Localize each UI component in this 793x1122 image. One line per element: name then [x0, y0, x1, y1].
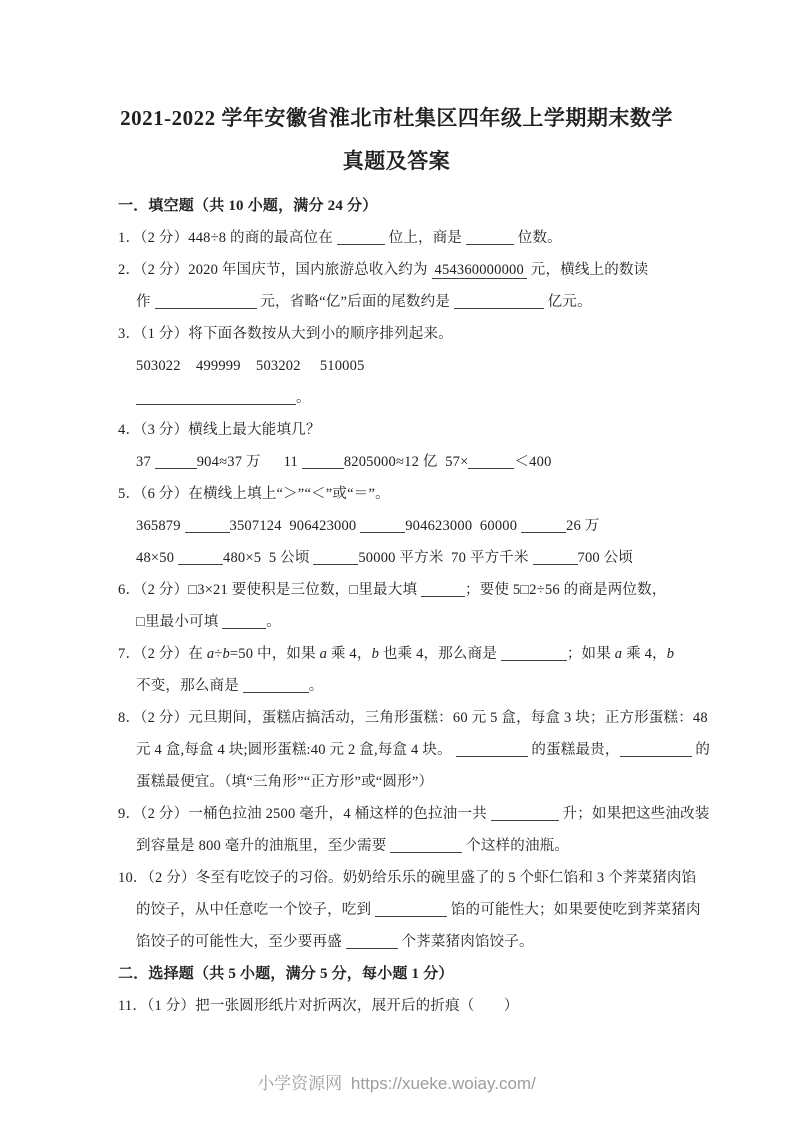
fill-in-blank — [375, 902, 447, 917]
text-run: 3．（1 分）将下面各数按从大到小的顺序排列起来。 — [118, 326, 453, 342]
text-run: 不变，那么商是 — [136, 678, 243, 694]
question-1 — [118, 222, 763, 254]
text-run: 37 — [136, 454, 155, 470]
text-run: 904≈37 万 11 — [196, 454, 302, 470]
fill-in-blank — [302, 454, 344, 469]
text-run: 。 — [266, 614, 281, 630]
text-run: 4．（3 分）横线上最大能填几？ — [118, 422, 321, 438]
question-2-line-1 — [118, 254, 763, 286]
fill-in-blank — [501, 646, 567, 661]
text-run: 3507124 906423000 — [229, 518, 361, 534]
question-3-line-1 — [118, 318, 763, 350]
text-run: 二．选择题（共 5 小题，满分 5 分，每小题 1 分） — [118, 966, 454, 982]
fill-in-blank — [222, 614, 266, 629]
question-9-line-2 — [118, 830, 763, 862]
question-4-line-1 — [118, 414, 763, 446]
footer-site-name: 小学资源网 — [257, 1074, 343, 1093]
text-run: b — [222, 646, 230, 662]
text-run: 一．填空题（共 10 小题，满分 24 分） — [118, 198, 378, 214]
question-10-line-1 — [118, 862, 763, 894]
text-run: a — [206, 646, 215, 662]
text-run: 乘 4， — [622, 646, 667, 662]
text-run: 元 4 盒,每盒 4 块;圆形蛋糕:40 元 2 盒,每盒 4 块。 — [136, 742, 456, 758]
text-run: 蛋糕最便宜。（填“三角形”“正方形”或“圆形”） — [136, 774, 434, 790]
fill-in-blank — [521, 518, 566, 533]
text-run: 480×5 5 公顷 — [223, 550, 314, 566]
text-run: 503022 499999 503202 510005 — [136, 358, 365, 374]
document-body — [118, 183, 763, 1022]
text-run: a — [614, 646, 623, 662]
question-3-answer-line — [118, 382, 763, 414]
question-11-line-1 — [118, 990, 763, 1022]
text-run: ；如果 — [566, 646, 615, 662]
text-run: 1．（2 分）448÷8 的商的最高位在 — [118, 230, 337, 246]
text-run: 元，横线上的数读 — [526, 262, 649, 278]
question-8-line-1 — [118, 702, 763, 734]
text-run: 升；如果把这些油改装 — [558, 806, 710, 822]
fill-in-blank — [155, 454, 197, 469]
text-run: 元，省略“亿”后面的尾数约是 — [256, 294, 454, 310]
question-10-line-3 — [118, 926, 763, 958]
page-footer — [0, 1069, 793, 1094]
text-run: 。 — [308, 678, 324, 694]
text-run: =50 中，如果 — [229, 646, 320, 662]
question-2-line-2 — [118, 286, 763, 318]
fill-in-blank — [533, 550, 578, 565]
text-run: 700 公顷 — [577, 550, 634, 566]
section-1-heading — [118, 190, 763, 222]
question-9-line-1 — [118, 798, 763, 830]
text-run: 904623000 60000 — [405, 518, 521, 534]
fill-in-blank — [620, 742, 692, 757]
question-3-numbers — [118, 350, 763, 382]
text-run: a — [319, 646, 328, 662]
text-run: 到容量是 800 毫升的油瓶里，至少需要 — [136, 838, 391, 854]
text-run: □里最小可填 — [136, 614, 223, 630]
fill-in-blank — [456, 742, 528, 757]
fill-in-blank — [390, 838, 462, 853]
fill-in-blank — [136, 390, 296, 405]
text-run: 位上，商是 — [384, 230, 466, 246]
text-run: 2．（2 分）2020 年国庆节，国内旅游总收入约为 — [118, 262, 432, 278]
section-2-heading — [118, 958, 763, 990]
fill-in-blank — [313, 550, 358, 565]
question-10-line-2 — [118, 894, 763, 926]
text-run: b — [666, 646, 675, 662]
question-8-line-2 — [118, 734, 763, 766]
fill-in-blank — [155, 294, 257, 309]
question-5-row-1 — [118, 510, 763, 542]
text-run: 8．（2 分）元旦期间，蛋糕店搞活动，三角形蛋糕：60 元 5 盒，每盒 3 块；正方形蛋糕：48 — [118, 710, 708, 726]
text-run: 。 — [296, 390, 311, 406]
fill-in-blank — [421, 582, 465, 597]
text-run: 个这样的油瓶。 — [462, 838, 570, 854]
text-run: 作 — [136, 294, 155, 310]
fill-in-blank — [337, 230, 385, 245]
question-7-line-2 — [118, 670, 763, 702]
fill-in-blank — [454, 294, 544, 309]
text-run: 7．（2 分）在 — [118, 646, 207, 662]
page-title-line-1: 2021-2022 学年安徽省淮北市杜集区四年级上学期期末数学 — [120, 106, 673, 130]
question-8-line-3 — [118, 766, 763, 798]
text-run: 5．（6 分）在横线上填上“＞”“＜”或“＝”。 — [118, 486, 390, 502]
text-run: 26 万 — [566, 518, 600, 534]
text-run: ；要使 5□2÷56 的商是两位数， — [464, 582, 667, 598]
footer-url: https://xueke.woiay.com/ — [350, 1074, 536, 1093]
fill-in-blank — [178, 550, 223, 565]
text-run: 的饺子，从中任意吃一个饺子，吃到 — [136, 902, 376, 918]
text-run: b — [371, 646, 380, 662]
text-run: 9．（2 分）一桶色拉油 2500 毫升，4 桶这样的色拉油一共 — [118, 806, 491, 822]
fill-in-blank — [466, 230, 514, 245]
text-run: 48×50 — [136, 550, 179, 566]
underlined-value: 454360000000 — [432, 262, 527, 279]
text-run: 50000 平方米 70 平方千米 — [358, 550, 533, 566]
question-4-row — [118, 446, 763, 478]
text-run: ÷ — [214, 646, 223, 662]
fill-in-blank — [243, 678, 309, 693]
question-6-line-2 — [118, 606, 763, 638]
question-5-line-1 — [118, 478, 763, 510]
fill-in-blank — [360, 518, 405, 533]
page-title-line-2: 真题及答案 — [342, 149, 451, 173]
text-run: 馅的可能性大；如果要使吃到荠菜猪肉 — [447, 902, 701, 918]
text-run: 个荠菜猪肉馅饺子。 — [397, 934, 534, 950]
fill-in-blank — [185, 518, 230, 533]
fill-in-blank — [491, 806, 559, 821]
text-run: 馅饺子的可能性大，至少要再盛 — [136, 934, 346, 950]
text-run: 365879 — [136, 518, 185, 534]
question-7-line-1 — [118, 638, 763, 670]
text-run: 亿元。 — [543, 294, 592, 310]
question-6-line-1 — [118, 574, 763, 606]
text-run: 8205000≈12 亿 57× — [343, 454, 469, 470]
text-run: ＜400 — [514, 454, 552, 470]
text-run: 6．（2 分）□3×21 要使积是三位数，□里最大填 — [118, 582, 421, 598]
text-run: 11．（1 分）把一张圆形纸片对折两次，展开后的折痕（ ） — [118, 998, 519, 1014]
text-run: 也乘 4，那么商是 — [379, 646, 501, 662]
fill-in-blank — [468, 454, 514, 469]
text-run: 的蛋糕最贵， — [527, 742, 620, 758]
fill-in-blank — [346, 934, 398, 949]
question-5-row-2 — [118, 542, 763, 574]
page-title — [0, 97, 793, 183]
text-run: 的 — [691, 742, 711, 758]
text-run: 乘 4， — [327, 646, 372, 662]
text-run: 10．（2 分）冬至有吃饺子的习俗。奶奶给乐乐的碗里盛了的 5 个虾仁馅和 3 个荠菜猪肉馅 — [118, 870, 697, 886]
text-run: 位数。 — [513, 230, 562, 246]
